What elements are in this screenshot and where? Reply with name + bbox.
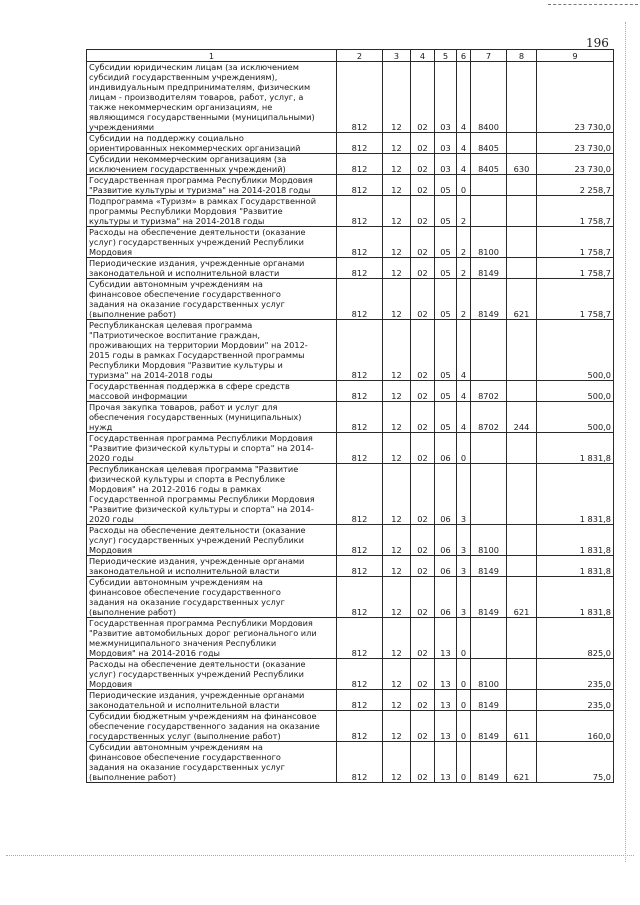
section-code-cell: 12: [383, 659, 411, 690]
expense-name-cell: Субсидии автономным учреждениям на финансовое обеспечение государственного задания на оказание государственных услуг (выполнение работ): [87, 742, 337, 783]
table-row: [87, 525, 614, 556]
article-code-cell: 8149: [471, 279, 507, 320]
subsection-code-cell: 02: [411, 258, 435, 279]
column-header: 8: [507, 50, 537, 62]
program-code-cell: 05: [435, 381, 457, 402]
article-code-cell: [471, 464, 507, 525]
subsection-code-cell: 02: [411, 464, 435, 525]
table-row: [87, 320, 614, 381]
ministry-code-cell: 812: [337, 711, 383, 742]
program-code-cell: 03: [435, 154, 457, 175]
expense-name-cell: Периодические издания, учрежденные органами законодательной и исполнительной власти: [87, 556, 337, 577]
subprogram-code-cell: 4: [457, 402, 471, 433]
subprogram-code-cell: 3: [457, 464, 471, 525]
subsection-code-cell: 02: [411, 133, 435, 154]
expense-name-cell: Периодические издания, учрежденные органами законодательной и исполнительной власти: [87, 258, 337, 279]
section-code-cell: 12: [383, 175, 411, 196]
program-code-cell: 06: [435, 525, 457, 556]
expense-name-cell: Расходы на обеспечение деятельности (оказание услуг) государственных учреждений Республики Мордовия: [87, 525, 337, 556]
subprogram-code-cell: 2: [457, 196, 471, 227]
article-code-cell: [471, 320, 507, 381]
subsection-code-cell: 02: [411, 433, 435, 464]
table-row: [87, 433, 614, 464]
table-row: [87, 711, 614, 742]
section-code-cell: 12: [383, 279, 411, 320]
expense-name-cell: Субсидии автономным учреждениям на финансовое обеспечение государственного задания на оказание государственных услуг (выполнение работ): [87, 577, 337, 618]
subsection-code-cell: 02: [411, 577, 435, 618]
expense-type-cell: [507, 690, 537, 711]
amount-cell: 1 758,7: [537, 196, 614, 227]
ministry-code-cell: 812: [337, 433, 383, 464]
amount-cell: 1 758,7: [537, 279, 614, 320]
section-code-cell: 12: [383, 711, 411, 742]
expense-type-cell: [507, 320, 537, 381]
amount-cell: 1 831,8: [537, 433, 614, 464]
amount-cell: 1 831,8: [537, 464, 614, 525]
amount-cell: 1 831,8: [537, 525, 614, 556]
subprogram-code-cell: 3: [457, 577, 471, 618]
expense-name-cell: Субсидии автономным учреждениям на финансовое обеспечение государственного задания на оказание государственных услуг (выполнение работ): [87, 279, 337, 320]
article-code-cell: 8149: [471, 690, 507, 711]
article-code-cell: 8405: [471, 154, 507, 175]
subsection-code-cell: 02: [411, 659, 435, 690]
article-code-cell: 8100: [471, 227, 507, 258]
subprogram-code-cell: 4: [457, 320, 471, 381]
column-header: 6: [457, 50, 471, 62]
program-code-cell: 05: [435, 175, 457, 196]
table-row: [87, 464, 614, 525]
expense-type-cell: 621: [507, 742, 537, 783]
column-header: 1: [87, 50, 337, 62]
ministry-code-cell: 812: [337, 320, 383, 381]
ministry-code-cell: 812: [337, 742, 383, 783]
ministry-code-cell: 812: [337, 227, 383, 258]
subprogram-code-cell: 3: [457, 525, 471, 556]
expense-type-cell: [507, 659, 537, 690]
ministry-code-cell: 812: [337, 577, 383, 618]
table-row: [87, 279, 614, 320]
table-row: [87, 556, 614, 577]
subsection-code-cell: 02: [411, 227, 435, 258]
expense-type-cell: 621: [507, 577, 537, 618]
section-code-cell: 12: [383, 227, 411, 258]
subsection-code-cell: 02: [411, 525, 435, 556]
program-code-cell: 06: [435, 464, 457, 525]
expense-name-cell: Государственная программа Республики Мордовия "Развитие автомобильных дорог регионального или межмуниципального значения Республики Мордовия" на 2014-2016 годы: [87, 618, 337, 659]
article-code-cell: [471, 618, 507, 659]
subsection-code-cell: 02: [411, 279, 435, 320]
expense-type-cell: [507, 556, 537, 577]
subprogram-code-cell: 0: [457, 742, 471, 783]
subsection-code-cell: 02: [411, 381, 435, 402]
article-code-cell: 8702: [471, 402, 507, 433]
amount-cell: 825,0: [537, 618, 614, 659]
ministry-code-cell: 812: [337, 402, 383, 433]
program-code-cell: 05: [435, 258, 457, 279]
subprogram-code-cell: 0: [457, 659, 471, 690]
expense-type-cell: [507, 133, 537, 154]
subsection-code-cell: 02: [411, 742, 435, 783]
ministry-code-cell: 812: [337, 464, 383, 525]
section-code-cell: 12: [383, 381, 411, 402]
subprogram-code-cell: 0: [457, 618, 471, 659]
ministry-code-cell: 812: [337, 381, 383, 402]
subprogram-code-cell: 4: [457, 154, 471, 175]
expense-name-cell: Подпрограмма «Туризм» в рамках Государственной программы Республики Мордовия "Развитие культуры и туризма" на 2014-2018 годы: [87, 196, 337, 227]
expense-type-cell: [507, 433, 537, 464]
amount-cell: 23 730,0: [537, 154, 614, 175]
table-row: [87, 62, 614, 133]
section-code-cell: 12: [383, 62, 411, 133]
section-code-cell: 12: [383, 196, 411, 227]
program-code-cell: 13: [435, 659, 457, 690]
expense-name-cell: Государственная программа Республики Мордовия "Развитие физической культуры и спорта" на 2014- 2020 годы: [87, 433, 337, 464]
section-code-cell: 12: [383, 556, 411, 577]
table-row: [87, 402, 614, 433]
column-header: 2: [337, 50, 383, 62]
ministry-code-cell: 812: [337, 175, 383, 196]
article-code-cell: 8149: [471, 556, 507, 577]
program-code-cell: 13: [435, 690, 457, 711]
expense-type-cell: [507, 525, 537, 556]
column-header: 5: [435, 50, 457, 62]
subprogram-code-cell: 2: [457, 227, 471, 258]
section-code-cell: 12: [383, 618, 411, 659]
subsection-code-cell: 02: [411, 711, 435, 742]
table-row: [87, 175, 614, 196]
amount-cell: 1 831,8: [537, 577, 614, 618]
expense-type-cell: [507, 227, 537, 258]
section-code-cell: 12: [383, 690, 411, 711]
expense-type-cell: [507, 196, 537, 227]
subprogram-code-cell: 4: [457, 133, 471, 154]
amount-cell: 23 730,0: [537, 133, 614, 154]
expense-type-cell: 611: [507, 711, 537, 742]
ministry-code-cell: 812: [337, 525, 383, 556]
expense-type-cell: [507, 175, 537, 196]
article-code-cell: [471, 433, 507, 464]
program-code-cell: 05: [435, 279, 457, 320]
subprogram-code-cell: 0: [457, 433, 471, 464]
subprogram-code-cell: 0: [457, 175, 471, 196]
expense-name-cell: Республиканская целевая программа "Патриотическое воспитание граждан, проживающих на территории Мордовии" на 2012- 2015 годы в рамках Государственной программы Республики Мордовия "Развитие культуры и туризма" на 2014-2018 годы: [87, 320, 337, 381]
amount-cell: 500,0: [537, 320, 614, 381]
subprogram-code-cell: 4: [457, 381, 471, 402]
expense-name-cell: Субсидии некоммерческим организациям (за исключением государственных учреждений): [87, 154, 337, 175]
ministry-code-cell: 812: [337, 62, 383, 133]
scan-edge-mark: [548, 4, 638, 13]
table-row: [87, 381, 614, 402]
table-row: [87, 196, 614, 227]
section-code-cell: 12: [383, 464, 411, 525]
table-row: [87, 154, 614, 175]
program-code-cell: 03: [435, 62, 457, 133]
program-code-cell: 05: [435, 402, 457, 433]
section-code-cell: 12: [383, 525, 411, 556]
section-code-cell: 12: [383, 577, 411, 618]
expense-type-cell: 621: [507, 279, 537, 320]
subsection-code-cell: 02: [411, 196, 435, 227]
page-number: 196: [586, 36, 609, 50]
amount-cell: 160,0: [537, 711, 614, 742]
expense-type-cell: [507, 618, 537, 659]
amount-cell: 500,0: [537, 402, 614, 433]
ministry-code-cell: 812: [337, 258, 383, 279]
section-code-cell: 12: [383, 133, 411, 154]
article-code-cell: 8405: [471, 133, 507, 154]
amount-cell: 1 831,8: [537, 556, 614, 577]
program-code-cell: 13: [435, 618, 457, 659]
subsection-code-cell: 02: [411, 402, 435, 433]
amount-cell: 235,0: [537, 690, 614, 711]
expense-type-cell: [507, 62, 537, 133]
program-code-cell: 05: [435, 196, 457, 227]
column-header: 9: [537, 50, 614, 62]
section-code-cell: 12: [383, 742, 411, 783]
program-code-cell: 06: [435, 577, 457, 618]
expense-type-cell: 630: [507, 154, 537, 175]
subprogram-code-cell: 0: [457, 690, 471, 711]
section-code-cell: 12: [383, 154, 411, 175]
section-code-cell: 12: [383, 402, 411, 433]
table-row: [87, 690, 614, 711]
expense-name-cell: Субсидии юридическим лицам (за исключением субсидий государственным учреждениям), индивидуальным предпринимателям, физическим лицам - производителям товаров, работ, услуг, а также некоммерческим организациям, не являющимся государственными (муниципальными) учреждениями: [87, 62, 337, 133]
program-code-cell: 13: [435, 742, 457, 783]
subprogram-code-cell: 4: [457, 62, 471, 133]
expense-name-cell: Государственная программа Республики Мордовия "Развитие культуры и туризма" на 2014-2018 годы: [87, 175, 337, 196]
ministry-code-cell: 812: [337, 133, 383, 154]
expense-name-cell: Прочая закупка товаров, работ и услуг для обеспечения государственных (муниципальных) нужд: [87, 402, 337, 433]
table-header-row: [87, 50, 614, 62]
section-code-cell: 12: [383, 258, 411, 279]
amount-cell: 23 730,0: [537, 62, 614, 133]
expense-type-cell: [507, 464, 537, 525]
program-code-cell: 06: [435, 556, 457, 577]
article-code-cell: 8149: [471, 711, 507, 742]
subsection-code-cell: 02: [411, 690, 435, 711]
subsection-code-cell: 02: [411, 154, 435, 175]
table-row: [87, 133, 614, 154]
column-header: 7: [471, 50, 507, 62]
article-code-cell: [471, 175, 507, 196]
ministry-code-cell: 812: [337, 279, 383, 320]
subsection-code-cell: 02: [411, 175, 435, 196]
subsection-code-cell: 02: [411, 556, 435, 577]
ministry-code-cell: 812: [337, 154, 383, 175]
article-code-cell: 8149: [471, 577, 507, 618]
amount-cell: 75,0: [537, 742, 614, 783]
ministry-code-cell: 812: [337, 659, 383, 690]
ministry-code-cell: 812: [337, 618, 383, 659]
expense-name-cell: Государственная поддержка в сфере средств массовой информации: [87, 381, 337, 402]
article-code-cell: 8702: [471, 381, 507, 402]
expense-type-cell: 244: [507, 402, 537, 433]
column-header: 4: [411, 50, 435, 62]
expense-name-cell: Периодические издания, учрежденные органами законодательной и исполнительной власти: [87, 690, 337, 711]
article-code-cell: [471, 196, 507, 227]
amount-cell: 235,0: [537, 659, 614, 690]
section-code-cell: 12: [383, 433, 411, 464]
subsection-code-cell: 02: [411, 62, 435, 133]
subsection-code-cell: 02: [411, 618, 435, 659]
article-code-cell: 8400: [471, 62, 507, 133]
table-row: [87, 742, 614, 783]
amount-cell: 1 758,7: [537, 258, 614, 279]
article-code-cell: 8100: [471, 659, 507, 690]
subsection-code-cell: 02: [411, 320, 435, 381]
budget-table: [86, 49, 614, 783]
scan-side-line: [625, 22, 627, 862]
table-row: [87, 258, 614, 279]
subprogram-code-cell: 0: [457, 711, 471, 742]
amount-cell: 500,0: [537, 381, 614, 402]
ministry-code-cell: 812: [337, 196, 383, 227]
scan-bottom-line: [6, 855, 634, 857]
program-code-cell: 06: [435, 433, 457, 464]
table-body: [87, 62, 614, 783]
column-header: 3: [383, 50, 411, 62]
table-row: [87, 659, 614, 690]
table-row: [87, 227, 614, 258]
expense-type-cell: [507, 258, 537, 279]
table-row: [87, 577, 614, 618]
program-code-cell: 13: [435, 711, 457, 742]
expense-name-cell: Субсидии бюджетным учреждениям на финансовое обеспечение государственного задания на оказание государственных услуг (выполнение работ): [87, 711, 337, 742]
expense-name-cell: Расходы на обеспечение деятельности (оказание услуг) государственных учреждений Республики Мордовия: [87, 659, 337, 690]
article-code-cell: 8100: [471, 525, 507, 556]
program-code-cell: 05: [435, 227, 457, 258]
amount-cell: 2 258,7: [537, 175, 614, 196]
subprogram-code-cell: 2: [457, 258, 471, 279]
expense-name-cell: Республиканская целевая программа "Развитие физической культуры и спорта в Республике Мордовия" на 2012-2016 годы в рамках Государственной программы Республики Мордовия "Развитие физической культуры и спорта" на 2014- 2020 годы: [87, 464, 337, 525]
table-row: [87, 618, 614, 659]
amount-cell: 1 758,7: [537, 227, 614, 258]
ministry-code-cell: 812: [337, 690, 383, 711]
expense-name-cell: Субсидии на поддержку социально ориентированных некоммерческих организаций: [87, 133, 337, 154]
section-code-cell: 12: [383, 320, 411, 381]
expense-type-cell: [507, 381, 537, 402]
ministry-code-cell: 812: [337, 556, 383, 577]
expense-name-cell: Расходы на обеспечение деятельности (оказание услуг) государственных учреждений Республики Мордовия: [87, 227, 337, 258]
program-code-cell: 03: [435, 133, 457, 154]
article-code-cell: 8149: [471, 258, 507, 279]
article-code-cell: 8149: [471, 742, 507, 783]
subprogram-code-cell: 2: [457, 279, 471, 320]
subprogram-code-cell: 3: [457, 556, 471, 577]
program-code-cell: 05: [435, 320, 457, 381]
